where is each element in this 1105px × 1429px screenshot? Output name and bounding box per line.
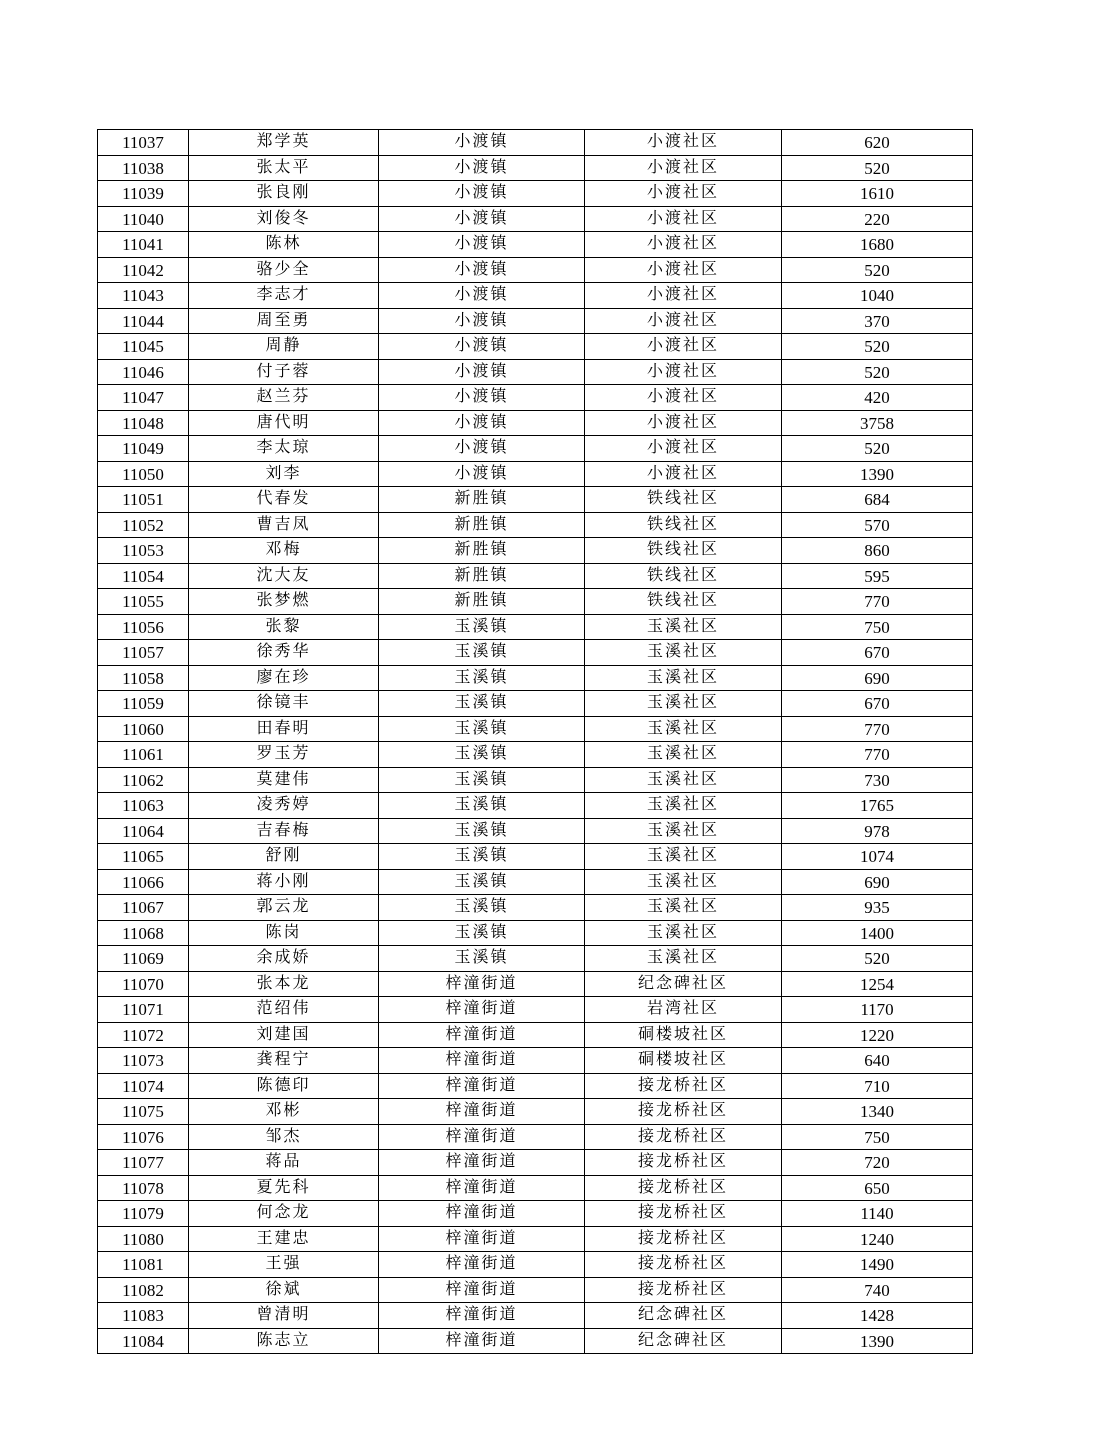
record-id-cell: 11040 [98,206,189,232]
town-cell: 梓潼街道 [379,1226,585,1252]
town-cell: 小渡镇 [379,155,585,181]
name-cell: 王强 [189,1252,379,1278]
table-row [98,742,973,768]
amount-cell: 1390 [782,461,973,487]
name-cell: 田春明 [189,716,379,742]
town-cell: 小渡镇 [379,283,585,309]
name-cell: 赵兰芬 [189,385,379,411]
community-cell: 玉溪社区 [585,818,782,844]
town-cell: 梓潼街道 [379,1175,585,1201]
table-row [98,308,973,334]
name-cell: 刘李 [189,461,379,487]
name-cell: 凌秀婷 [189,793,379,819]
town-cell: 小渡镇 [379,436,585,462]
amount-cell: 730 [782,767,973,793]
town-cell: 梓潼街道 [379,971,585,997]
table-row [98,410,973,436]
town-cell: 小渡镇 [379,410,585,436]
record-id-cell: 11058 [98,665,189,691]
town-cell: 玉溪镇 [379,818,585,844]
name-cell: 李志才 [189,283,379,309]
record-id-cell: 11062 [98,767,189,793]
table-row [98,946,973,972]
community-cell: 接龙桥社区 [585,1175,782,1201]
community-cell: 玉溪社区 [585,767,782,793]
amount-cell: 740 [782,1277,973,1303]
record-id-cell: 11076 [98,1124,189,1150]
amount-cell: 620 [782,130,973,156]
community-cell: 铁线社区 [585,538,782,564]
record-id-cell: 11042 [98,257,189,283]
town-cell: 梓潼街道 [379,1124,585,1150]
table-row [98,206,973,232]
name-cell: 廖在珍 [189,665,379,691]
community-cell: 接龙桥社区 [585,1226,782,1252]
town-cell: 新胜镇 [379,512,585,538]
table-row [98,257,973,283]
amount-cell: 520 [782,946,973,972]
table-row [98,920,973,946]
community-cell: 接龙桥社区 [585,1150,782,1176]
community-cell: 玉溪社区 [585,742,782,768]
table-row [98,461,973,487]
amount-cell: 1765 [782,793,973,819]
town-cell: 玉溪镇 [379,716,585,742]
town-cell: 玉溪镇 [379,767,585,793]
town-cell: 小渡镇 [379,385,585,411]
record-id-cell: 11074 [98,1073,189,1099]
table-row [98,1226,973,1252]
record-id-cell: 11038 [98,155,189,181]
table-row [98,1073,973,1099]
records-table-body [98,130,973,1354]
amount-cell: 1340 [782,1099,973,1125]
amount-cell: 690 [782,869,973,895]
table-row [98,1150,973,1176]
name-cell: 郭云龙 [189,895,379,921]
amount-cell: 1074 [782,844,973,870]
community-cell: 玉溪社区 [585,895,782,921]
amount-cell: 1400 [782,920,973,946]
amount-cell: 770 [782,589,973,615]
amount-cell: 710 [782,1073,973,1099]
community-cell: 接龙桥社区 [585,1252,782,1278]
amount-cell: 670 [782,640,973,666]
community-cell: 岩湾社区 [585,997,782,1023]
record-id-cell: 11047 [98,385,189,411]
community-cell: 小渡社区 [585,232,782,258]
table-row [98,665,973,691]
amount-cell: 750 [782,1124,973,1150]
table-row [98,334,973,360]
record-id-cell: 11049 [98,436,189,462]
community-cell: 小渡社区 [585,130,782,156]
table-row [98,971,973,997]
town-cell: 梓潼街道 [379,1201,585,1227]
community-cell: 接龙桥社区 [585,1099,782,1125]
table-row [98,1201,973,1227]
table-row [98,283,973,309]
town-cell: 梓潼街道 [379,1252,585,1278]
record-id-cell: 11045 [98,334,189,360]
town-cell: 梓潼街道 [379,1150,585,1176]
community-cell: 接龙桥社区 [585,1124,782,1150]
record-id-cell: 11083 [98,1303,189,1329]
community-cell: 小渡社区 [585,436,782,462]
table-row [98,1124,973,1150]
record-id-cell: 11054 [98,563,189,589]
amount-cell: 1254 [782,971,973,997]
community-cell: 铁线社区 [585,589,782,615]
community-cell: 铁线社区 [585,487,782,513]
community-cell: 硐楼坡社区 [585,1022,782,1048]
name-cell: 沈大友 [189,563,379,589]
amount-cell: 520 [782,334,973,360]
town-cell: 玉溪镇 [379,691,585,717]
community-cell: 玉溪社区 [585,869,782,895]
amount-cell: 640 [782,1048,973,1074]
record-id-cell: 11050 [98,461,189,487]
name-cell: 张黎 [189,614,379,640]
record-id-cell: 11070 [98,971,189,997]
name-cell: 王建忠 [189,1226,379,1252]
community-cell: 小渡社区 [585,257,782,283]
community-cell: 铁线社区 [585,563,782,589]
name-cell: 陈林 [189,232,379,258]
name-cell: 范绍伟 [189,997,379,1023]
town-cell: 梓潼街道 [379,1048,585,1074]
name-cell: 余成娇 [189,946,379,972]
name-cell: 邓彬 [189,1099,379,1125]
amount-cell: 420 [782,385,973,411]
table-row [98,359,973,385]
table-row [98,614,973,640]
table-row [98,1303,973,1329]
record-id-cell: 11039 [98,181,189,207]
amount-cell: 1680 [782,232,973,258]
table-row [98,869,973,895]
town-cell: 小渡镇 [379,257,585,283]
community-cell: 纪念碑社区 [585,1303,782,1329]
town-cell: 玉溪镇 [379,614,585,640]
town-cell: 梓潼街道 [379,1277,585,1303]
name-cell: 李太琼 [189,436,379,462]
record-id-cell: 11068 [98,920,189,946]
community-cell: 小渡社区 [585,206,782,232]
community-cell: 玉溪社区 [585,844,782,870]
record-id-cell: 11048 [98,410,189,436]
name-cell: 陈志立 [189,1328,379,1354]
town-cell: 小渡镇 [379,334,585,360]
name-cell: 吉春梅 [189,818,379,844]
record-id-cell: 11078 [98,1175,189,1201]
community-cell: 小渡社区 [585,283,782,309]
town-cell: 小渡镇 [379,130,585,156]
name-cell: 唐代明 [189,410,379,436]
town-cell: 梓潼街道 [379,1022,585,1048]
town-cell: 新胜镇 [379,589,585,615]
community-cell: 小渡社区 [585,359,782,385]
table-row [98,818,973,844]
record-id-cell: 11051 [98,487,189,513]
record-id-cell: 11075 [98,1099,189,1125]
community-cell: 铁线社区 [585,512,782,538]
name-cell: 郑学英 [189,130,379,156]
amount-cell: 1040 [782,283,973,309]
name-cell: 邓梅 [189,538,379,564]
record-id-cell: 11060 [98,716,189,742]
name-cell: 徐秀华 [189,640,379,666]
town-cell: 小渡镇 [379,359,585,385]
community-cell: 小渡社区 [585,155,782,181]
amount-cell: 520 [782,257,973,283]
record-id-cell: 11046 [98,359,189,385]
record-id-cell: 11044 [98,308,189,334]
amount-cell: 1490 [782,1252,973,1278]
table-row [98,691,973,717]
record-id-cell: 11067 [98,895,189,921]
name-cell: 罗玉芳 [189,742,379,768]
amount-cell: 750 [782,614,973,640]
amount-cell: 520 [782,436,973,462]
town-cell: 玉溪镇 [379,793,585,819]
town-cell: 玉溪镇 [379,640,585,666]
community-cell: 小渡社区 [585,410,782,436]
town-cell: 梓潼街道 [379,1099,585,1125]
town-cell: 梓潼街道 [379,1303,585,1329]
amount-cell: 520 [782,155,973,181]
record-id-cell: 11071 [98,997,189,1023]
record-id-cell: 11063 [98,793,189,819]
community-cell: 小渡社区 [585,308,782,334]
table-row [98,487,973,513]
amount-cell: 770 [782,742,973,768]
town-cell: 梓潼街道 [379,997,585,1023]
town-cell: 玉溪镇 [379,742,585,768]
amount-cell: 570 [782,512,973,538]
town-cell: 玉溪镇 [379,946,585,972]
name-cell: 龚程宁 [189,1048,379,1074]
table-row [98,155,973,181]
table-row [98,1277,973,1303]
amount-cell: 684 [782,487,973,513]
town-cell: 小渡镇 [379,308,585,334]
record-id-cell: 11061 [98,742,189,768]
name-cell: 曾清明 [189,1303,379,1329]
amount-cell: 1390 [782,1328,973,1354]
town-cell: 玉溪镇 [379,895,585,921]
table-row [98,1328,973,1354]
name-cell: 莫建伟 [189,767,379,793]
table-row [98,1099,973,1125]
town-cell: 新胜镇 [379,487,585,513]
table-row [98,1252,973,1278]
record-id-cell: 11072 [98,1022,189,1048]
table-row [98,1022,973,1048]
amount-cell: 720 [782,1150,973,1176]
name-cell: 张太平 [189,155,379,181]
name-cell: 邹杰 [189,1124,379,1150]
table-row [98,563,973,589]
town-cell: 小渡镇 [379,206,585,232]
town-cell: 梓潼街道 [379,1073,585,1099]
name-cell: 代春发 [189,487,379,513]
community-cell: 玉溪社区 [585,614,782,640]
table-row [98,385,973,411]
table-row [98,512,973,538]
amount-cell: 978 [782,818,973,844]
name-cell: 张良刚 [189,181,379,207]
community-cell: 玉溪社区 [585,665,782,691]
table-row [98,767,973,793]
record-id-cell: 11065 [98,844,189,870]
name-cell: 周至勇 [189,308,379,334]
record-id-cell: 11069 [98,946,189,972]
name-cell: 周静 [189,334,379,360]
community-cell: 玉溪社区 [585,640,782,666]
table-row [98,1175,973,1201]
community-cell: 小渡社区 [585,461,782,487]
table-row [98,793,973,819]
community-cell: 接龙桥社区 [585,1073,782,1099]
record-id-cell: 11037 [98,130,189,156]
community-cell: 纪念碑社区 [585,971,782,997]
community-cell: 纪念碑社区 [585,1328,782,1354]
record-id-cell: 11052 [98,512,189,538]
community-cell: 玉溪社区 [585,920,782,946]
amount-cell: 595 [782,563,973,589]
town-cell: 玉溪镇 [379,844,585,870]
town-cell: 玉溪镇 [379,920,585,946]
amount-cell: 690 [782,665,973,691]
community-cell: 小渡社区 [585,385,782,411]
amount-cell: 1428 [782,1303,973,1329]
table-row [98,232,973,258]
table-row [98,589,973,615]
name-cell: 张本龙 [189,971,379,997]
town-cell: 玉溪镇 [379,869,585,895]
table-row [98,997,973,1023]
name-cell: 舒刚 [189,844,379,870]
table-row [98,538,973,564]
name-cell: 蒋品 [189,1150,379,1176]
amount-cell: 1170 [782,997,973,1023]
record-id-cell: 11073 [98,1048,189,1074]
name-cell: 陈岗 [189,920,379,946]
community-cell: 硐楼坡社区 [585,1048,782,1074]
name-cell: 曹吉凤 [189,512,379,538]
town-cell: 小渡镇 [379,232,585,258]
record-id-cell: 11056 [98,614,189,640]
town-cell: 梓潼街道 [379,1328,585,1354]
record-id-cell: 11080 [98,1226,189,1252]
town-cell: 新胜镇 [379,538,585,564]
table-row [98,895,973,921]
name-cell: 张梦燃 [189,589,379,615]
record-id-cell: 11059 [98,691,189,717]
community-cell: 玉溪社区 [585,716,782,742]
name-cell: 付子蓉 [189,359,379,385]
community-cell: 小渡社区 [585,334,782,360]
amount-cell: 3758 [782,410,973,436]
community-cell: 接龙桥社区 [585,1201,782,1227]
amount-cell: 1220 [782,1022,973,1048]
record-id-cell: 11079 [98,1201,189,1227]
name-cell: 陈德印 [189,1073,379,1099]
table-row [98,1048,973,1074]
amount-cell: 650 [782,1175,973,1201]
amount-cell: 370 [782,308,973,334]
town-cell: 玉溪镇 [379,665,585,691]
name-cell: 徐斌 [189,1277,379,1303]
record-id-cell: 11084 [98,1328,189,1354]
record-id-cell: 11041 [98,232,189,258]
record-id-cell: 11066 [98,869,189,895]
amount-cell: 935 [782,895,973,921]
record-id-cell: 11081 [98,1252,189,1278]
name-cell: 蒋小刚 [189,869,379,895]
amount-cell: 1140 [782,1201,973,1227]
table-row [98,130,973,156]
name-cell: 徐镜丰 [189,691,379,717]
records-table [97,129,973,1354]
record-id-cell: 11077 [98,1150,189,1176]
amount-cell: 860 [782,538,973,564]
name-cell: 夏先科 [189,1175,379,1201]
table-row [98,436,973,462]
name-cell: 何念龙 [189,1201,379,1227]
name-cell: 刘建国 [189,1022,379,1048]
record-id-cell: 11043 [98,283,189,309]
name-cell: 骆少全 [189,257,379,283]
table-row [98,181,973,207]
amount-cell: 1610 [782,181,973,207]
name-cell: 刘俊冬 [189,206,379,232]
town-cell: 新胜镇 [379,563,585,589]
amount-cell: 770 [782,716,973,742]
town-cell: 小渡镇 [379,461,585,487]
table-row [98,716,973,742]
amount-cell: 1240 [782,1226,973,1252]
amount-cell: 520 [782,359,973,385]
community-cell: 接龙桥社区 [585,1277,782,1303]
record-id-cell: 11055 [98,589,189,615]
record-id-cell: 11082 [98,1277,189,1303]
community-cell: 玉溪社区 [585,691,782,717]
record-id-cell: 11053 [98,538,189,564]
table-row [98,844,973,870]
amount-cell: 220 [782,206,973,232]
town-cell: 小渡镇 [379,181,585,207]
community-cell: 玉溪社区 [585,946,782,972]
table-row [98,640,973,666]
community-cell: 玉溪社区 [585,793,782,819]
amount-cell: 670 [782,691,973,717]
record-id-cell: 11057 [98,640,189,666]
community-cell: 小渡社区 [585,181,782,207]
record-id-cell: 11064 [98,818,189,844]
